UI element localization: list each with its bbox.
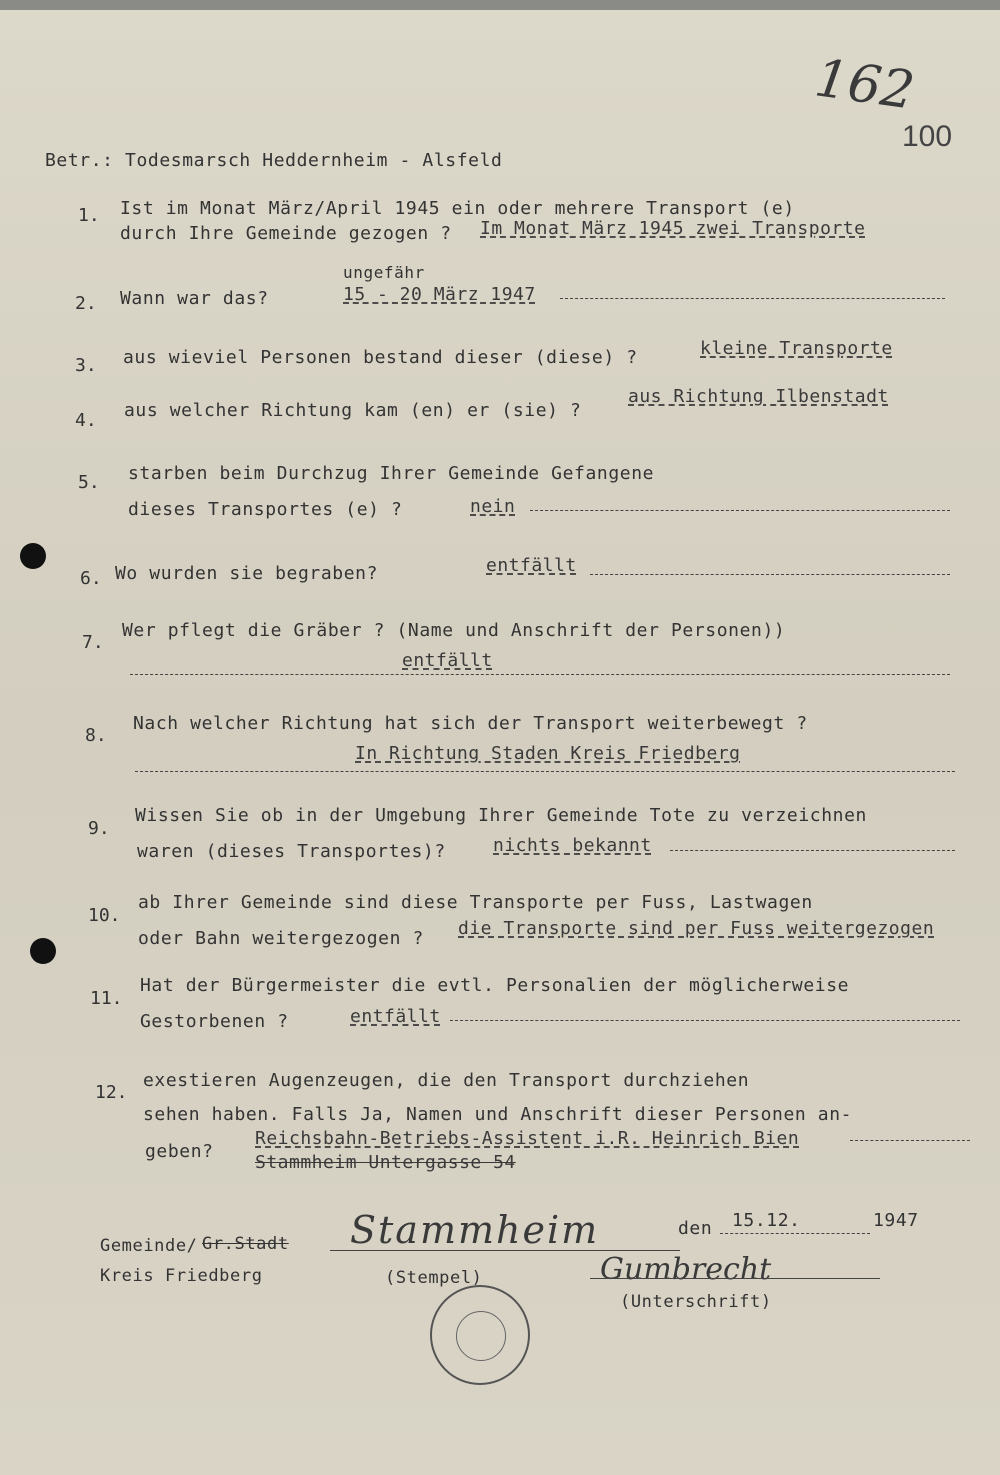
answer-line	[850, 1140, 970, 1141]
question-text: starben beim Durchzug Ihrer Gemeinde Gefangene	[128, 463, 655, 484]
question-text: Gestorbenen ?	[140, 1011, 289, 1032]
punch-hole-top	[20, 543, 46, 569]
question-number: 6.	[80, 568, 102, 589]
answer-text: Im Monat März 1945 zwei Transporte	[480, 218, 866, 239]
kreis-label: Kreis Friedberg	[100, 1266, 263, 1286]
answer-line	[450, 1020, 960, 1021]
question-text: Nach welcher Richtung hat sich der Transport weiterbewegt ?	[133, 713, 808, 734]
question-text: dieses Transportes (e) ?	[128, 499, 403, 520]
gemeinde-signature: Stammheim	[350, 1208, 600, 1252]
date-line	[720, 1233, 870, 1234]
gemeinde-line	[330, 1250, 680, 1251]
question-text: aus welcher Richtung kam (en) er (sie) ?	[124, 400, 582, 421]
question-text: waren (dieses Transportes)?	[137, 841, 446, 862]
question-text: ab Ihrer Gemeinde sind diese Transporte per Fuss, Lastwagen	[138, 892, 813, 913]
answer-text: die Transporte sind per Fuss weitergezogen	[458, 918, 935, 939]
answer-text: entfällt	[486, 555, 577, 576]
signature-line	[590, 1278, 880, 1279]
answer-text: nichts bekannt	[493, 835, 652, 856]
official-stamp	[430, 1285, 530, 1385]
question-number: 2.	[75, 293, 97, 314]
answer-line	[670, 850, 955, 851]
signature: Gumbrecht	[600, 1252, 772, 1287]
question-number: 4.	[75, 410, 97, 431]
question-text: Wann war das?	[120, 288, 269, 309]
den-label: den	[678, 1218, 713, 1239]
question-text: Wo wurden sie begraben?	[115, 563, 379, 584]
question-text: oder Bahn weitergezogen ?	[138, 928, 424, 949]
year-value: 1947	[873, 1210, 919, 1231]
question-number: 9.	[88, 818, 110, 839]
question-number: 8.	[85, 725, 107, 746]
question-text: Ist im Monat März/April 1945 ein oder mehrere Transport (e)	[120, 198, 795, 219]
question-text: Hat der Bürgermeister die evtl. Personalien der möglicherweise	[140, 975, 850, 996]
question-text: Wissen Sie ob in der Umgebung Ihrer Gemeinde Tote zu verzeichnen	[135, 805, 867, 826]
answer-line	[590, 574, 950, 575]
answer-line	[560, 298, 945, 299]
page-number: 100	[902, 120, 953, 153]
answer-text: entfällt	[402, 650, 493, 671]
answer-line	[530, 510, 950, 511]
question-number: 1.	[78, 205, 100, 226]
date-value: 15.12.	[732, 1210, 801, 1231]
scan-top-edge	[0, 0, 1000, 10]
answer-text: aus Richtung Ilbenstadt	[628, 386, 889, 407]
question-number: 5.	[78, 472, 100, 493]
handwritten-number: 162	[811, 48, 918, 122]
stamp-emblem	[456, 1311, 506, 1361]
question-number: 11.	[90, 988, 123, 1009]
answer-note: ungefähr	[343, 263, 425, 282]
question-text: durch Ihre Gemeinde gezogen ?	[120, 223, 452, 244]
stempel-label: (Stempel)	[385, 1268, 483, 1288]
answer-text: entfällt	[350, 1006, 441, 1027]
question-number: 7.	[82, 632, 104, 653]
question-number: 3.	[75, 355, 97, 376]
answer-text: In Richtung Staden Kreis Friedberg	[355, 743, 741, 764]
answer-text: Reichsbahn-Betriebs-Assistent i.R. Heinrich Bien	[255, 1128, 800, 1149]
question-text: geben?	[145, 1141, 214, 1162]
question-text: sehen haben. Falls Ja, Namen und Anschrift dieser Personen an-	[143, 1104, 853, 1125]
question-number: 12.	[95, 1082, 128, 1103]
punch-hole-bottom	[30, 938, 56, 964]
answer-line	[130, 674, 950, 675]
question-text: Wer pflegt die Gräber ? (Name und Anschrift der Personen))	[122, 620, 786, 641]
unterschrift-label: (Unterschrift)	[620, 1292, 772, 1312]
question-text: aus wieviel Personen bestand dieser (diese) ?	[123, 347, 638, 368]
question-text: exestieren Augenzeugen, die den Transport durchziehen	[143, 1070, 750, 1091]
answer-text-second: Stammheim Untergasse 54	[255, 1152, 516, 1173]
answer-text: kleine Transporte	[700, 338, 893, 359]
answer-text: nein	[470, 496, 516, 517]
answer-text: 15 - 20 März 1947	[343, 284, 536, 305]
answer-line	[135, 771, 955, 772]
question-number: 10.	[88, 905, 121, 926]
gemeinde-struck: Gr.Stadt	[202, 1234, 289, 1254]
subject-line: Betr.: Todesmarsch Heddernheim - Alsfeld	[45, 150, 503, 171]
gemeinde-label: Gemeinde/	[100, 1236, 198, 1256]
